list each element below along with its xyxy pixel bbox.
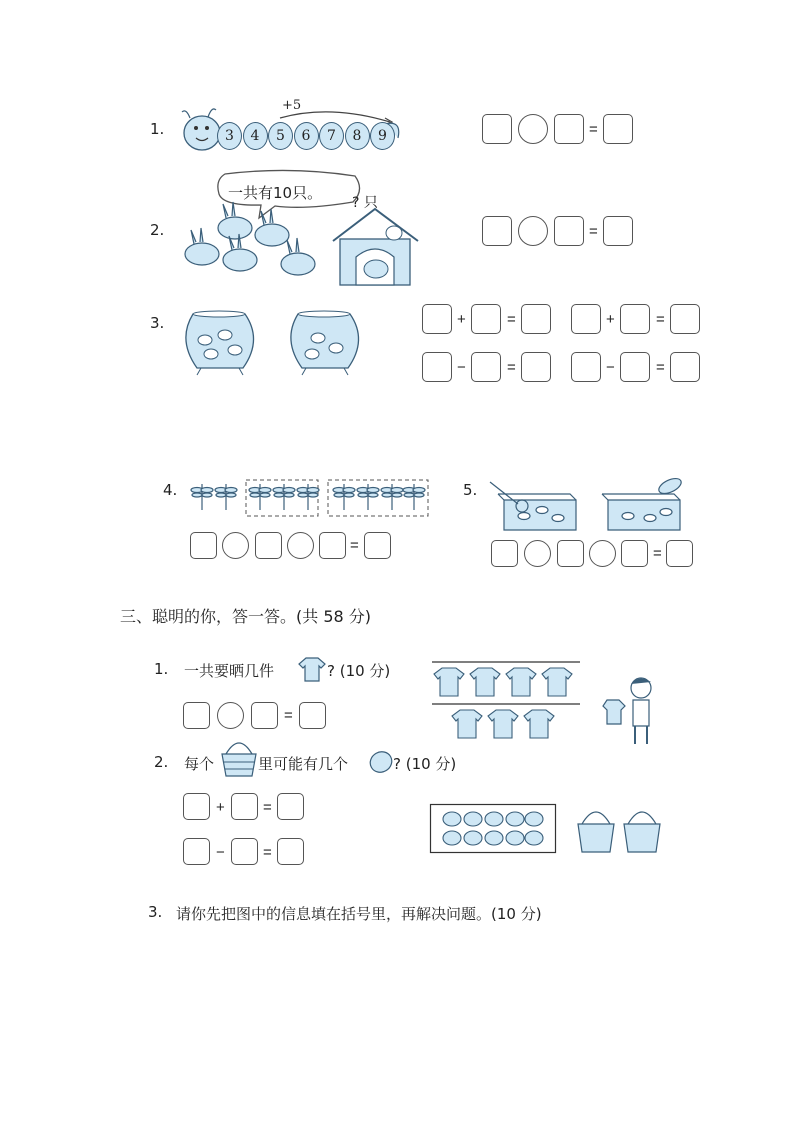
- s3-p2-box[interactable]: [183, 793, 210, 820]
- q5-box[interactable]: [557, 540, 584, 567]
- house-label: ? 只: [352, 195, 378, 211]
- baskets-icon: [576, 806, 666, 856]
- s3-p2-text-b: 里可能有几个: [258, 755, 349, 773]
- q3-box[interactable]: [670, 352, 700, 382]
- caterpillar-segment: 8: [345, 122, 370, 150]
- q4-box[interactable]: [319, 532, 346, 559]
- q5-answer-box[interactable]: [666, 540, 693, 567]
- q4-operator-circle[interactable]: [287, 532, 314, 559]
- s3-p2-box[interactable]: [231, 838, 258, 865]
- fish-bowl-icon: [183, 310, 258, 375]
- s3-p2-box[interactable]: [183, 838, 210, 865]
- q3-box[interactable]: [521, 352, 551, 382]
- fish-bowl-icon: [288, 310, 363, 375]
- q1-answer-box[interactable]: [603, 114, 633, 144]
- s3-p1-text-a: 一共要晒几件: [184, 662, 275, 680]
- q3-number: 3.: [150, 314, 165, 332]
- s3-p1-box[interactable]: [251, 702, 278, 729]
- drying-shirts-icon: [432, 658, 582, 748]
- q5-box[interactable]: [491, 540, 518, 567]
- ball-icon: [369, 750, 393, 774]
- caterpillar-segment: 6: [294, 122, 319, 150]
- s3-p2-equals: =: [263, 799, 272, 816]
- s3-p2-box[interactable]: [231, 793, 258, 820]
- q5-box[interactable]: [621, 540, 648, 567]
- q5-equals: =: [653, 545, 662, 562]
- q3-plus: +: [457, 311, 466, 328]
- balls-box-icon: [430, 804, 556, 854]
- s3-p1-box[interactable]: [183, 702, 210, 729]
- s3-p2-box[interactable]: [277, 838, 304, 865]
- caterpillar-plus-label: +5: [282, 98, 302, 113]
- q1-number: 1.: [150, 120, 165, 138]
- q2-box-1[interactable]: [482, 216, 512, 246]
- q4-number: 4.: [163, 481, 178, 499]
- q3-plus: +: [606, 311, 615, 328]
- q3-box[interactable]: [521, 304, 551, 334]
- q4-answer-box[interactable]: [364, 532, 391, 559]
- s3-p2-box[interactable]: [277, 793, 304, 820]
- section-heading: 三、聪明的你，答一答。(共 58 分): [120, 607, 372, 626]
- q3-box[interactable]: [422, 304, 452, 334]
- s3-p2-number: 2.: [154, 753, 169, 771]
- q1-equals: =: [589, 121, 598, 138]
- s3-p3-number: 3.: [148, 903, 163, 921]
- q3-box[interactable]: [620, 352, 650, 382]
- s3-p1-text-b: ? (10 分): [327, 662, 391, 680]
- speech-text: 一共有10只。: [228, 184, 323, 202]
- q2-number: 2.: [150, 221, 165, 239]
- dragonflies-icon: [190, 478, 440, 520]
- q2-operator-circle[interactable]: [518, 216, 548, 246]
- boy-icon: [603, 672, 658, 747]
- rabbit-house-icon: [328, 205, 423, 290]
- q3-box[interactable]: [422, 352, 452, 382]
- q4-operator-circle[interactable]: [222, 532, 249, 559]
- q3-equals: =: [656, 359, 665, 376]
- q5-operator-circle[interactable]: [589, 540, 616, 567]
- s3-p1-operator-circle[interactable]: [217, 702, 244, 729]
- q3-equals: =: [507, 311, 516, 328]
- q3-box[interactable]: [571, 352, 601, 382]
- q5-number: 5.: [463, 481, 478, 499]
- q5-operator-circle[interactable]: [524, 540, 551, 567]
- q3-minus: −: [606, 359, 615, 376]
- q3-box[interactable]: [471, 304, 501, 334]
- q3-box[interactable]: [620, 304, 650, 334]
- q3-box[interactable]: [670, 304, 700, 334]
- s3-p1-answer-box[interactable]: [299, 702, 326, 729]
- q3-minus: −: [457, 359, 466, 376]
- q4-box[interactable]: [190, 532, 217, 559]
- q2-box-2[interactable]: [554, 216, 584, 246]
- q4-equals: =: [350, 537, 359, 554]
- s3-p3-text: 请你先把图中的信息填在括号里，再解决问题。(10 分): [176, 905, 542, 923]
- caterpillar-segment: 5: [268, 122, 293, 150]
- s3-p2-text-c: ? (10 分): [393, 755, 457, 773]
- fish-tanks-icon: [490, 478, 700, 533]
- q1-box-2[interactable]: [554, 114, 584, 144]
- q1-box-1[interactable]: [482, 114, 512, 144]
- caterpillar-segment: 7: [319, 122, 344, 150]
- q2-equals: =: [589, 223, 598, 240]
- caterpillar-segment: 4: [243, 122, 268, 150]
- s3-p2-text-a: 每个: [184, 755, 215, 773]
- q1-operator-circle[interactable]: [518, 114, 548, 144]
- q2-answer-box[interactable]: [603, 216, 633, 246]
- q4-box[interactable]: [255, 532, 282, 559]
- s3-p2-equals: =: [263, 844, 272, 861]
- q3-equals: =: [507, 359, 516, 376]
- caterpillar-segment: 3: [217, 122, 242, 150]
- shirt-icon: [298, 654, 326, 682]
- q3-box[interactable]: [471, 352, 501, 382]
- s3-p1-number: 1.: [154, 660, 169, 678]
- caterpillar-segment: 9: [370, 122, 395, 150]
- s3-p1-equals: =: [284, 707, 293, 724]
- basket-icon: [220, 736, 258, 778]
- s3-p2-minus: −: [216, 844, 225, 861]
- q3-box[interactable]: [571, 304, 601, 334]
- s3-p2-plus: +: [216, 799, 225, 816]
- q3-equals: =: [656, 311, 665, 328]
- rabbits-icon: [180, 200, 330, 280]
